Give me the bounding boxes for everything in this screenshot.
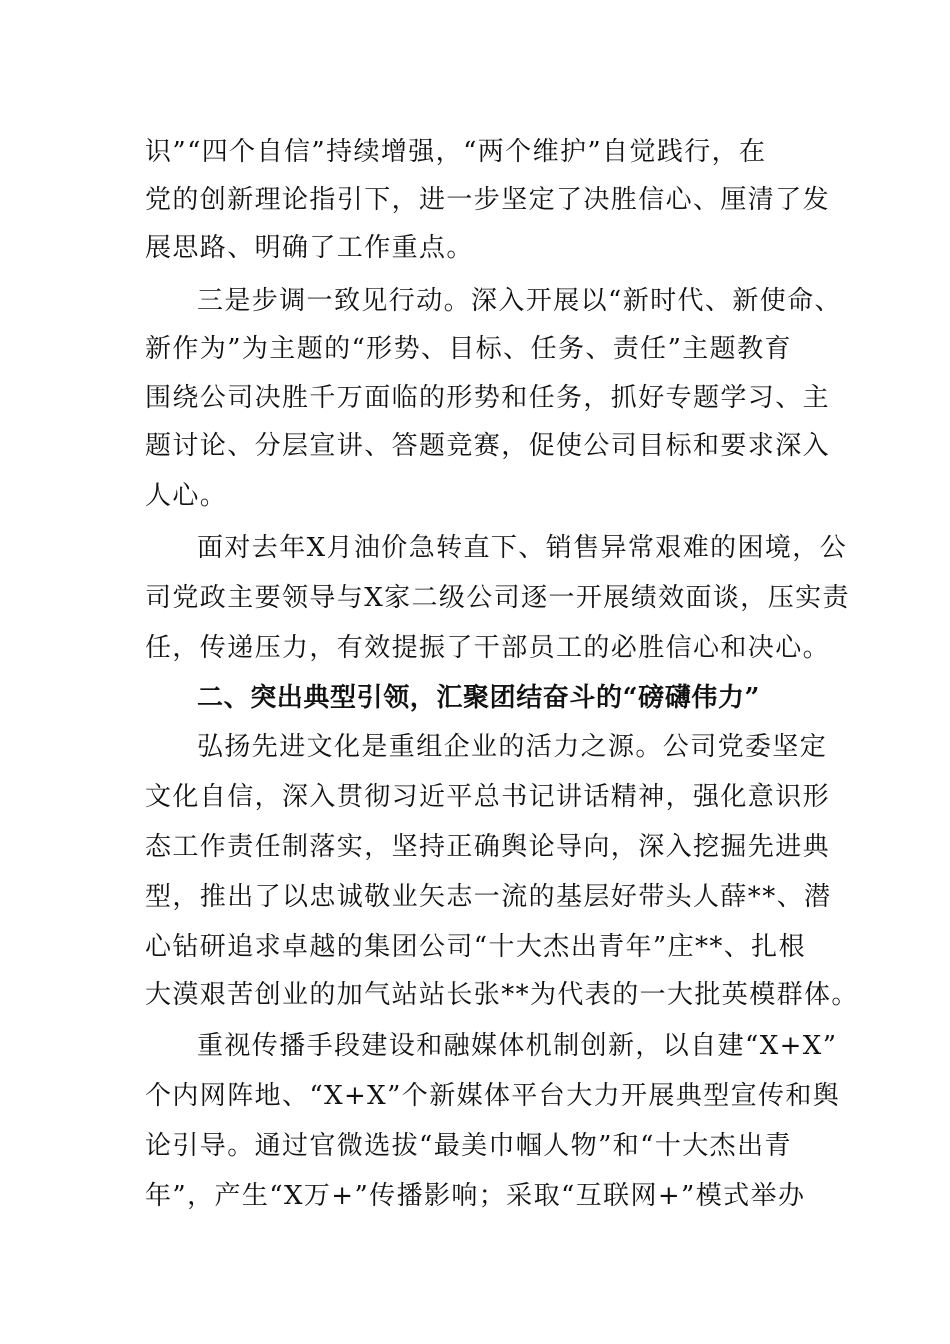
body-text-line: 题讨论、分层宣讲、答题竞赛，促使公司目标和要求深入 [145, 431, 831, 461]
body-text-line: 围绕公司决胜千万面临的形势和任务，抓好专题学习、主 [145, 383, 831, 413]
body-text-line: 识”“四个自信”持续增强，“两个维护”自觉践行，在 [145, 137, 767, 167]
body-text-line: 年”，产生“X万+”传播影响；采取“互联网+”模式举办 [145, 1181, 806, 1211]
body-text-line: 党的创新理论指引下，进一步坚定了决胜信心、厘清了发 [145, 185, 831, 215]
body-text-line: 人心。 [145, 481, 228, 511]
body-text-line: 司党政主要领导与X家二级公司逐一开展绩效面谈，压实责 [145, 583, 850, 613]
body-text-line: 任，传递压力，有效提振了干部员工的必胜信心和决心。 [145, 633, 831, 663]
paragraph-first-line: 弘扬先进文化是重组企业的活力之源。公司党委坚定 [197, 732, 828, 762]
body-text-line: 文化自信，深入贯彻习近平总书记讲话精神，强化意识形 [145, 782, 831, 812]
body-text-line: 新作为”为主题的“形势、目标、任务、责任”主题教育 [145, 334, 792, 364]
body-text-line: 型，推出了以忠诚敬业矢志一流的基层好带头人薛**、潜 [145, 882, 832, 912]
body-text-line: 态工作责任制落实，坚持正确舆论导向，深入挖掘先进典 [145, 832, 831, 862]
body-text-line: 展思路、明确了工作重点。 [145, 233, 474, 263]
body-text-line: 个内网阵地、“X+X”个新媒体平台大力开展典型宣传和舆 [145, 1081, 841, 1111]
body-text-line: 心钻研追求卓越的集团公司“十大杰出青年”庄**、扎根 [145, 932, 806, 962]
section-heading: 二、突出典型引领，汇聚团结奋斗的“磅礴伟力” [197, 683, 761, 713]
paragraph-first-line: 三是步调一致见行动。深入开展以“新时代、新使命、 [197, 286, 842, 316]
body-text-line: 大漠艰苦创业的加气站站长张**为代表的一大批英模群体。 [145, 980, 859, 1010]
paragraph-first-line: 重视传播手段建设和融媒体机制创新，以自建“X+X” [197, 1031, 838, 1061]
body-text-line: 论引导。通过官微选拔“最美巾帼人物”和“十大杰出青 [145, 1131, 792, 1161]
paragraph-first-line: 面对去年X月油价急转直下、销售异常艰难的困境，公 [197, 533, 848, 563]
